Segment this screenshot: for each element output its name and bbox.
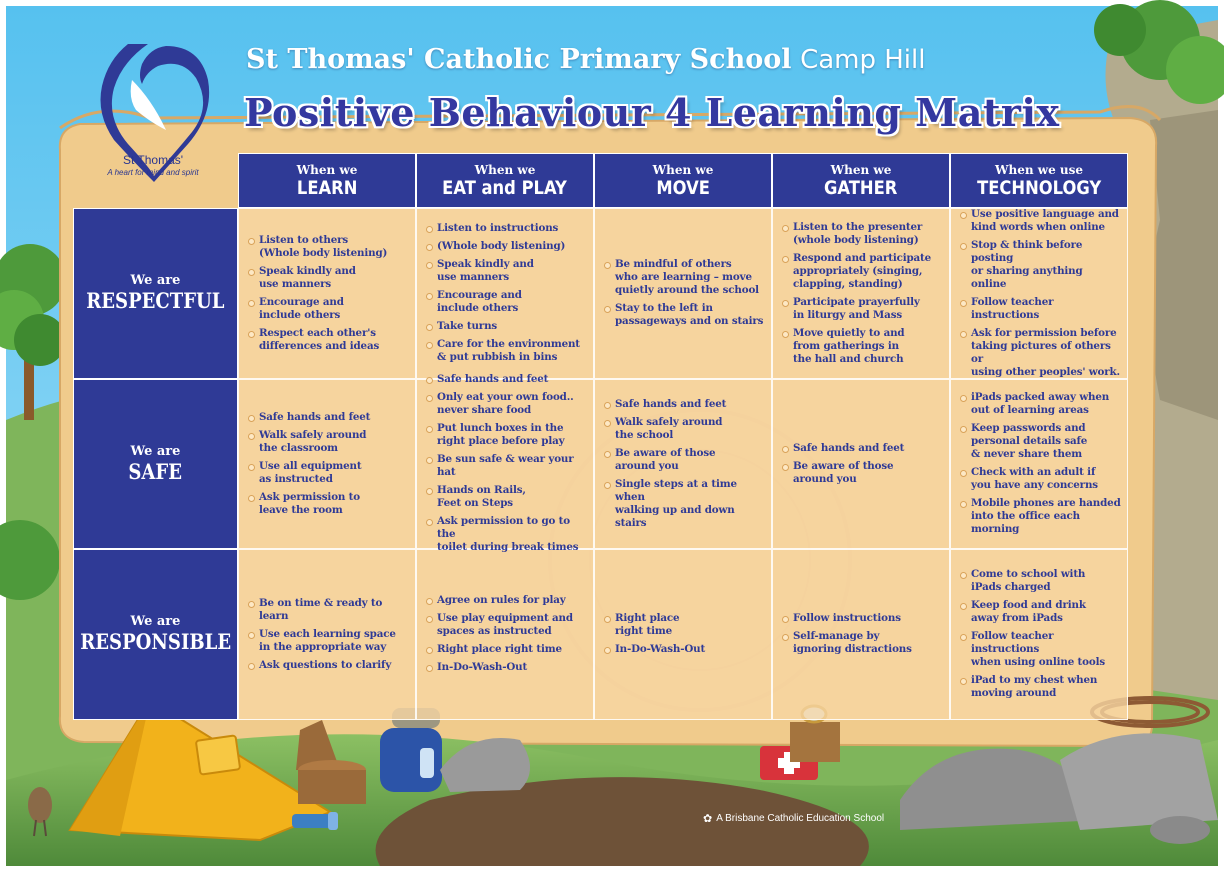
list-item: Walk safely around the classroom <box>247 429 409 455</box>
cell-responsible-technology <box>950 549 1128 720</box>
cell-respectful-move <box>594 208 772 379</box>
list-item: Move quietly to and from gatherings in the hall and church <box>781 327 943 366</box>
column-header-move <box>594 153 772 208</box>
row-header-responsible <box>73 549 238 720</box>
column-header-eat-and-play <box>416 153 594 208</box>
list-item: Safe hands and feet <box>247 411 409 424</box>
behaviour-matrix <box>73 153 1132 720</box>
list-item: Ask questions to clarify <box>247 659 409 672</box>
row-header-prefix: We are <box>130 614 181 630</box>
row-header-prefix: We are <box>130 443 181 459</box>
page-title: Positive Behaviour 4 Learning Matrix <box>244 90 1060 135</box>
list-item: iPad to my chest when moving around <box>959 674 1121 700</box>
list-item: Safe hands and feet <box>425 373 587 386</box>
list-item: Agree on rules for play <box>425 594 587 607</box>
column-header-label: EAT and PLAY <box>442 176 568 199</box>
cell-respectful-gather <box>772 208 950 379</box>
list-item: In-Do-Wash-Out <box>603 643 765 656</box>
column-header-prefix: When we use <box>995 162 1083 177</box>
list-item: Listen to others (Whole body listening) <box>247 234 409 260</box>
list-item: Be aware of those around you <box>781 460 943 486</box>
list-item: Stop & think before posting or sharing anything online <box>959 239 1121 291</box>
list-item: Follow teacher instructions when using online tools <box>959 630 1121 669</box>
cell-safe-gather <box>772 379 950 550</box>
cell-respectful-learn <box>238 208 416 379</box>
bce-logo-icon: ✿ <box>703 813 713 825</box>
school-location: Camp Hill <box>800 45 926 75</box>
cell-safe-move <box>594 379 772 550</box>
list-item: Ask permission to leave the room <box>247 491 409 517</box>
list-item: Encourage and include others <box>247 296 409 322</box>
column-header-label: GATHER <box>824 176 898 199</box>
column-header-prefix: When we <box>652 162 714 177</box>
list-item: In-Do-Wash-Out <box>425 661 587 674</box>
row-header-label: RESPONSIBLE <box>80 629 231 655</box>
list-item: Follow teacher instructions <box>959 296 1121 322</box>
list-item: Come to school with iPads charged <box>959 568 1121 594</box>
logo-name: St Thomas' <box>122 153 184 167</box>
list-item: Encourage and include others <box>425 289 587 315</box>
column-header-label: TECHNOLOGY <box>976 176 1102 199</box>
row-header-label: RESPECTFUL <box>86 288 225 314</box>
list-item: Keep passwords and personal details safe & never share them <box>959 422 1121 461</box>
cell-responsible-learn <box>238 549 416 720</box>
list-item: Take turns <box>425 320 587 333</box>
column-header-prefix: When we <box>474 162 536 177</box>
cell-responsible-move <box>594 549 772 720</box>
row-header-respectful <box>73 208 238 379</box>
list-item: (Whole body listening) <box>425 240 587 253</box>
row-header-label: SAFE <box>128 458 183 484</box>
list-item: Right place right time <box>425 643 587 656</box>
list-item: Ask for permission before taking pictures of others or using other peoples' work. <box>959 327 1121 379</box>
cell-safe-eat-and-play <box>416 373 594 554</box>
cell-safe-learn <box>238 379 416 550</box>
column-header-label: LEARN <box>296 176 358 199</box>
list-item: Use positive language and kind words when online <box>959 208 1121 234</box>
list-item: Ask permission to go to the toilet during break times <box>425 515 587 554</box>
column-header-label: MOVE <box>656 176 710 199</box>
list-item: Be aware of those around you <box>603 447 765 473</box>
list-item: Be sun safe & wear your hat <box>425 453 587 479</box>
list-item: Respond and participate appropriately (singing, clapping, standing) <box>781 252 943 291</box>
list-item: Speak kindly and use manners <box>425 258 587 284</box>
list-item: iPads packed away when out of learning areas <box>959 391 1121 417</box>
list-item: Participate prayerfully in liturgy and Mass <box>781 296 943 322</box>
list-item: Only eat your own food.. never share food <box>425 391 587 417</box>
logo-tagline: A heart for mind and spirit <box>107 168 199 177</box>
list-item: Be on time & ready to learn <box>247 597 409 623</box>
school-name <box>246 44 925 75</box>
list-item: Use each learning space in the appropriate way <box>247 628 409 654</box>
list-item: Mobile phones are handed into the office each morning <box>959 497 1121 536</box>
column-header-learn <box>238 153 416 208</box>
column-header-gather <box>772 153 950 208</box>
list-item: Use play equipment and spaces as instructed <box>425 612 587 638</box>
list-item: Put lunch boxes in the right place before play <box>425 422 587 448</box>
list-item: Listen to instructions <box>425 222 587 235</box>
cell-responsible-eat-and-play <box>416 549 594 720</box>
list-item: Self-manage by ignoring distractions <box>781 630 943 656</box>
column-header-prefix: When we <box>296 162 358 177</box>
list-item: Keep food and drink away from iPads <box>959 599 1121 625</box>
list-item: Right place right time <box>603 612 765 638</box>
school-name-bold: St Thomas' Catholic Primary School <box>246 44 792 75</box>
cell-responsible-gather <box>772 549 950 720</box>
bce-label: A Brisbane Catholic Education School <box>716 813 885 824</box>
column-header-prefix: When we <box>830 162 892 177</box>
row-header-safe <box>73 379 238 550</box>
list-item: Safe hands and feet <box>603 398 765 411</box>
list-item: Use all equipment as instructed <box>247 460 409 486</box>
list-item: Safe hands and feet <box>781 442 943 455</box>
list-item: Walk safely around the school <box>603 416 765 442</box>
list-item: Respect each other's differences and ideas <box>247 327 409 353</box>
column-header-technology <box>950 153 1128 208</box>
torch <box>292 812 338 830</box>
list-item: Speak kindly and use manners <box>247 265 409 291</box>
list-item: Hands on Rails, Feet on Steps <box>425 484 587 510</box>
list-item: Single steps at a time when walking up and down stairs <box>603 478 765 530</box>
matrix-corner <box>73 153 238 208</box>
list-item: Care for the environment & put rubbish in bins <box>425 338 587 364</box>
list-item: Be mindful of others who are learning – move quietly around the school <box>603 258 765 297</box>
list-item: Check with an adult if you have any concerns <box>959 466 1121 492</box>
cell-safe-technology <box>950 379 1128 550</box>
cell-respectful-technology <box>950 208 1128 379</box>
cell-respectful-eat-and-play <box>416 208 594 379</box>
list-item: Listen to the presenter (whole body listening) <box>781 221 943 247</box>
list-item: Follow instructions <box>781 612 943 625</box>
row-header-prefix: We are <box>130 273 181 289</box>
list-item: Stay to the left in passageways and on stairs <box>603 302 765 328</box>
bce-footer <box>703 812 884 825</box>
